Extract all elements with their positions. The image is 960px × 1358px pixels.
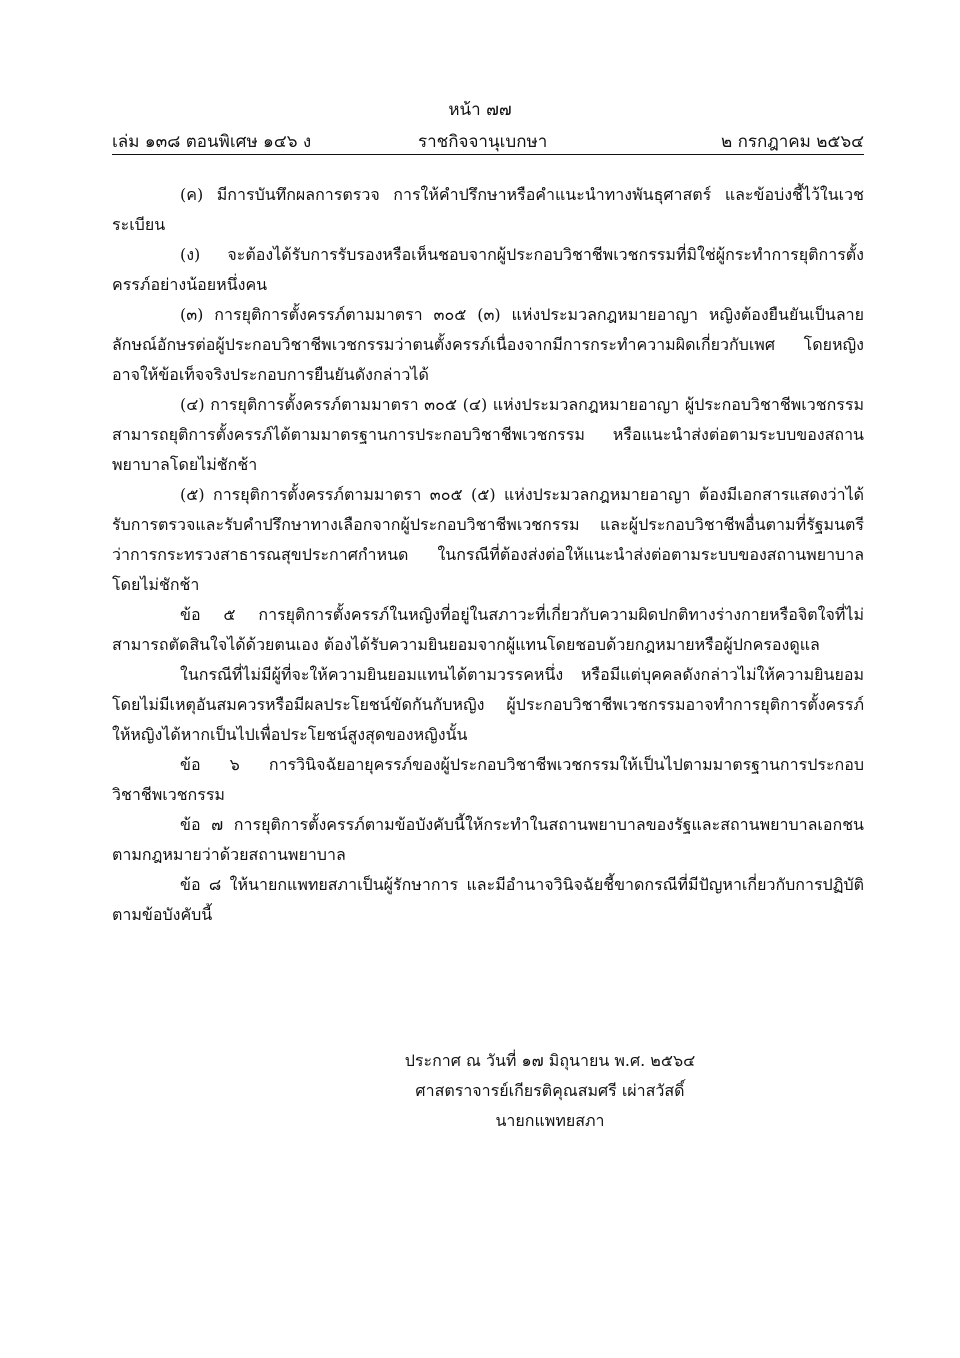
clause-6: ข้อ ๖ การวินิจฉัยอายุครรภ์ของผู้ประกอบวิชาชีพเวชกรรมให้เป็นไปตามมาตรฐานการประกอบวิชาชีพเวชกรรม: [112, 755, 864, 804]
paragraph-5: (๕) การยุติการตั้งครรภ์ตามมาตรา ๓๐๕ (๕) แห่งประมวลกฎหมายอาญา ต้องมีเอกสารแสดงว่าได้รับการตรวจและรับคำปรึกษาทางเลือกจากผู้ประกอบวิชาชีพเวชกรรม และผู้ประกอบวิชาชีพอื่นตามที่รัฐมนตรีว่าการกระทรวงสาธารณสุขประกาศกำหนด ในกรณีที่ต้องส่งต่อให้แนะนำส่งต่อตามระบบของสถานพยาบาลโดยไม่ชักช้า: [112, 485, 864, 594]
volume-info: เล่ม ๑๓๘ ตอนพิเศษ ๑๔๖ ง: [112, 132, 312, 152]
paragraph-c: (ค) มีการบันทึกผลการตรวจ การให้คำปรึกษาหรือคำแนะนำทางพันธุศาสตร์ และข้อบ่งชี้ไว้ในเวชระเบียน: [112, 185, 864, 234]
gazette-name: ราชกิจจานุเบกษา: [418, 132, 548, 152]
clause-5: ข้อ ๕ การยุติการตั้งครรภ์ในหญิงที่อยู่ในสภาวะที่เกี่ยวกับความผิดปกติทางร่างกายหรือจิตใจที่ไม่สามารถตัดสินใจได้ด้วยตนเอง ต้องได้รับความยินยอมจากผู้แทนโดยชอบด้วยกฎหมายหรือผู้ปกครองดูแล: [112, 605, 864, 654]
paragraph-4: (๔) การยุติการตั้งครรภ์ตามมาตรา ๓๐๕ (๔) แห่งประมวลกฎหมายอาญา ผู้ประกอบวิชาชีพเวชกรรมสามารถยุติการตั้งครรภ์ได้ตามมาตรฐานการประกอบวิชาชีพเวชกรรม หรือแนะนำส่งต่อตามระบบของสถานพยาบาลโดยไม่ชักช้า: [112, 395, 864, 474]
signatory-position: นายกแพทยสภา: [495, 1111, 605, 1130]
clause-8: ข้อ ๘ ให้นายกแพทยสภาเป็นผู้รักษาการ และมีอำนาจวินิจฉัยชี้ขาดกรณีที่มีปัญหาเกี่ยวกับการปฏิบัติตามข้อบังคับนี้: [112, 875, 864, 924]
clause-5-para-2: ในกรณีที่ไม่มีผู้ที่จะให้ความยินยอมแทนได้ตามวรรคหนึ่ง หรือมีแต่บุคคลดังกล่าวไม่ให้ความยินยอมโดยไม่มีเหตุอันสมควรหรือมีผลประโยชน์ขัดกันกับหญิง ผู้ประกอบวิชาชีพเวชกรรมอาจทำการยุติการตั้งครรภ์ให้หญิงได้หากเป็นไปเพื่อประโยชน์สูงสุดของหญิงนั้น: [112, 665, 864, 744]
signature-block: [300, 1046, 800, 1136]
document-body: [112, 180, 864, 930]
page-number: หน้า ๗๗: [448, 100, 512, 120]
announcement-date: ประกาศ ณ วันที่ ๑๗ มิถุนายน พ.ศ. ๒๕๖๔: [404, 1051, 696, 1070]
clause-7: ข้อ ๗ การยุติการตั้งครรภ์ตามข้อบังคับนี้ให้กระทำในสถานพยาบาลของรัฐและสถานพยาบาลเอกชนตามกฎหมายว่าด้วยสถานพยาบาล: [112, 815, 864, 864]
issue-date: ๒ กรกฎาคม ๒๕๖๔: [721, 132, 864, 152]
header-rule: [112, 154, 864, 155]
paragraph-d: (ง) จะต้องได้รับการรับรองหรือเห็นชอบจากผู้ประกอบวิชาชีพเวชกรรมที่มิใช่ผู้กระทำการยุติการตั้งครรภ์อย่างน้อยหนึ่งคน: [112, 245, 864, 294]
gazette-header: [112, 128, 864, 154]
paragraph-3: (๓) การยุติการตั้งครรภ์ตามมาตรา ๓๐๕ (๓) แห่งประมวลกฎหมายอาญา หญิงต้องยืนยันเป็นลายลักษณ์อักษรต่อผู้ประกอบวิชาชีพเวชกรรมว่าตนตั้งครรภ์เนื่องจากมีการกระทำความผิดเกี่ยวกับเพศ โดยหญิงอาจให้ข้อเท็จจริงประกอบการยืนยันดังกล่าวได้: [112, 305, 864, 384]
signatory-name: ศาสตราจารย์เกียรติคุณสมศรี เผ่าสวัสดิ์: [415, 1081, 685, 1100]
